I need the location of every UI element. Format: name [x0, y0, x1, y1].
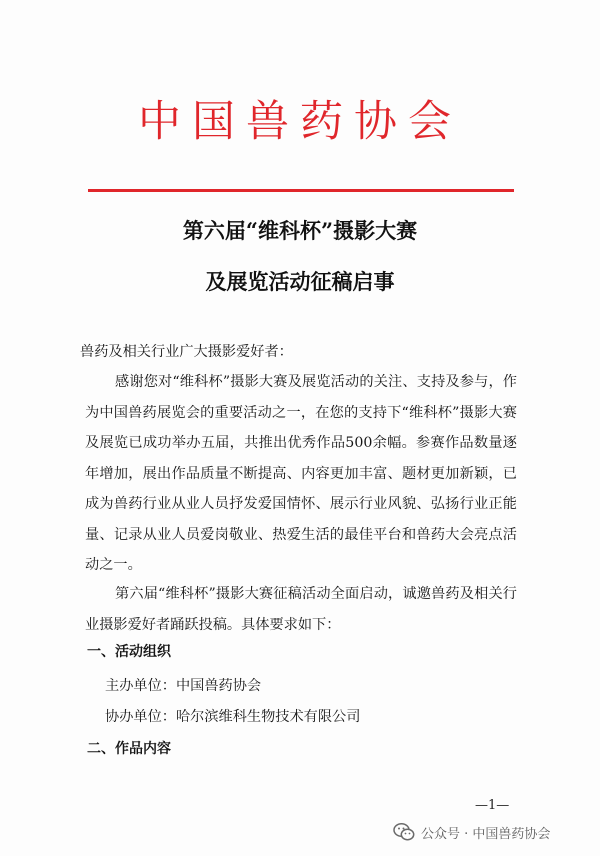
- page-number: —1—: [475, 798, 510, 813]
- host-organization: 主办单位：中国兽药协会: [105, 678, 262, 694]
- salutation: 兽药及相关行业广大摄影爱好者：: [80, 344, 293, 360]
- document-title-line-1: 第六届“维科杯”摄影大赛: [182, 218, 418, 243]
- wechat-icon: [393, 822, 415, 842]
- body-paragraph-2: 第六届“维科杯”摄影大赛征稿活动全面启动，诚邀兽药及相关行业摄影爱好者踊跃投稿。具体要求如下：: [85, 586, 517, 633]
- header-divider: [88, 189, 514, 192]
- organization-header: 中国兽药协会: [138, 97, 462, 147]
- document-title-line-2: 及展览活动征稿启事: [205, 269, 395, 294]
- watermark-text: 公众号 · 中国兽药协会: [421, 826, 551, 842]
- co-host-organization: 协办单位：哈尔滨维科生物技术有限公司: [105, 709, 361, 725]
- watermark: [393, 821, 550, 843]
- body-paragraph-1: 感谢您对“维科杯”摄影大赛及展览活动的关注、支持及参与，作为中国兽药展览会的重要活动之一，在您的支持下“维科杯”摄影大赛及展览已成功举办五届，共推出优秀作品500余幅。参赛作品数量逐年增加，展出作品质量不断提高、内容更加丰富、题材更加新颖，已成为兽药行业从业人员抒发爱国情怀、展示行业风貌、弘扬行业正能量、记录从业人员爱岗敬业、热爱生活的最佳平台和兽药大会亮点活动之一。: [85, 374, 517, 573]
- section-heading-content: 二、作品内容: [87, 741, 171, 757]
- section-heading-organization: 一、活动组织: [87, 644, 171, 660]
